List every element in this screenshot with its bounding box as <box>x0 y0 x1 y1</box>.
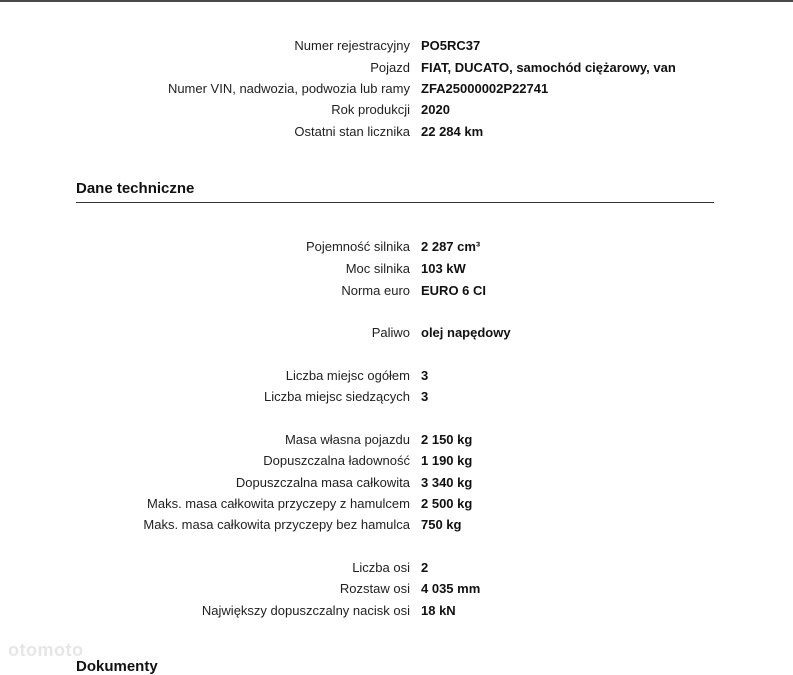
info-row-production-year <box>0 100 793 120</box>
info-value: olej napędowy <box>421 325 511 340</box>
info-label: Maks. masa całkowita przyczepy z hamulcem <box>147 496 410 511</box>
info-value: 18 kN <box>421 603 456 618</box>
info-label: Pojazd <box>370 60 410 75</box>
info-value: EURO 6 CI <box>421 283 487 298</box>
info-label: Ostatni stan licznika <box>294 124 410 139</box>
info-value: FIAT, DUCATO, samochód ciężarowy, van <box>421 60 676 75</box>
info-row-seats-total <box>0 366 793 386</box>
info-row-odometer <box>0 122 793 142</box>
info-value: 1 190 kg <box>421 453 473 468</box>
info-label: Dopuszczalna masa całkowita <box>235 475 410 490</box>
info-row-payload <box>0 451 793 471</box>
info-row-axle-load <box>0 601 793 621</box>
info-row-axle-count <box>0 558 793 578</box>
watermark-logo: otomoto <box>8 640 84 660</box>
info-label: Rok produkcji <box>331 102 410 117</box>
section-title-technical: Dane techniczne <box>76 180 195 197</box>
info-label: Pojemność silnika <box>305 239 410 254</box>
info-row-trailer-braked <box>0 494 793 514</box>
info-value: 4 035 mm <box>421 581 481 596</box>
info-value: 750 kg <box>421 517 462 532</box>
info-label: Masa własna pojazdu <box>284 432 410 447</box>
info-row-engine-capacity <box>0 237 793 257</box>
info-row-gross-weight <box>0 473 793 493</box>
info-row-vin <box>0 79 793 99</box>
info-value: 22 284 km <box>421 124 484 139</box>
info-value: 2020 <box>421 102 450 117</box>
info-label: Norma euro <box>341 283 410 298</box>
info-label: Liczba osi <box>352 560 410 575</box>
info-value: 3 340 kg <box>421 475 473 490</box>
info-value: 3 <box>421 389 429 404</box>
info-label: Największy dopuszczalny nacisk osi <box>201 603 410 618</box>
info-row-seats-sitting <box>0 387 793 407</box>
section-divider <box>76 202 714 203</box>
info-row-euro-norm <box>0 281 793 301</box>
info-row-wheelbase <box>0 579 793 599</box>
info-label: Rozstaw osi <box>339 581 410 596</box>
info-value: PO5RC37 <box>421 38 481 53</box>
info-value: 3 <box>421 368 429 383</box>
section-title-documents: Dokumenty <box>76 658 158 675</box>
info-label: Paliwo <box>371 325 410 340</box>
info-label: Numer rejestracyjny <box>294 38 410 53</box>
top-divider <box>0 0 793 2</box>
info-row-trailer-unbraked <box>0 515 793 535</box>
info-label: Liczba miejsc siedzących <box>264 389 410 404</box>
info-label: Maks. masa całkowita przyczepy bez hamulca <box>143 517 410 532</box>
info-value: 2 287 cm³ <box>421 239 481 254</box>
info-row-registration <box>0 36 793 56</box>
info-row-engine-power <box>0 259 793 279</box>
info-row-curb-weight <box>0 430 793 450</box>
info-value: 2 <box>421 560 429 575</box>
info-label: Moc silnika <box>345 261 410 276</box>
info-label: Numer VIN, nadwozia, podwozia lub ramy <box>167 81 410 96</box>
info-value: 2 500 kg <box>421 496 473 511</box>
info-label: Liczba miejsc ogółem <box>285 368 410 383</box>
info-value: 103 kW <box>421 261 466 276</box>
info-value: ZFA25000002P22741 <box>421 81 549 96</box>
info-row-fuel <box>0 323 793 343</box>
info-label: Dopuszczalna ładowność <box>263 453 410 468</box>
info-value: 2 150 kg <box>421 432 473 447</box>
info-row-vehicle <box>0 58 793 78</box>
